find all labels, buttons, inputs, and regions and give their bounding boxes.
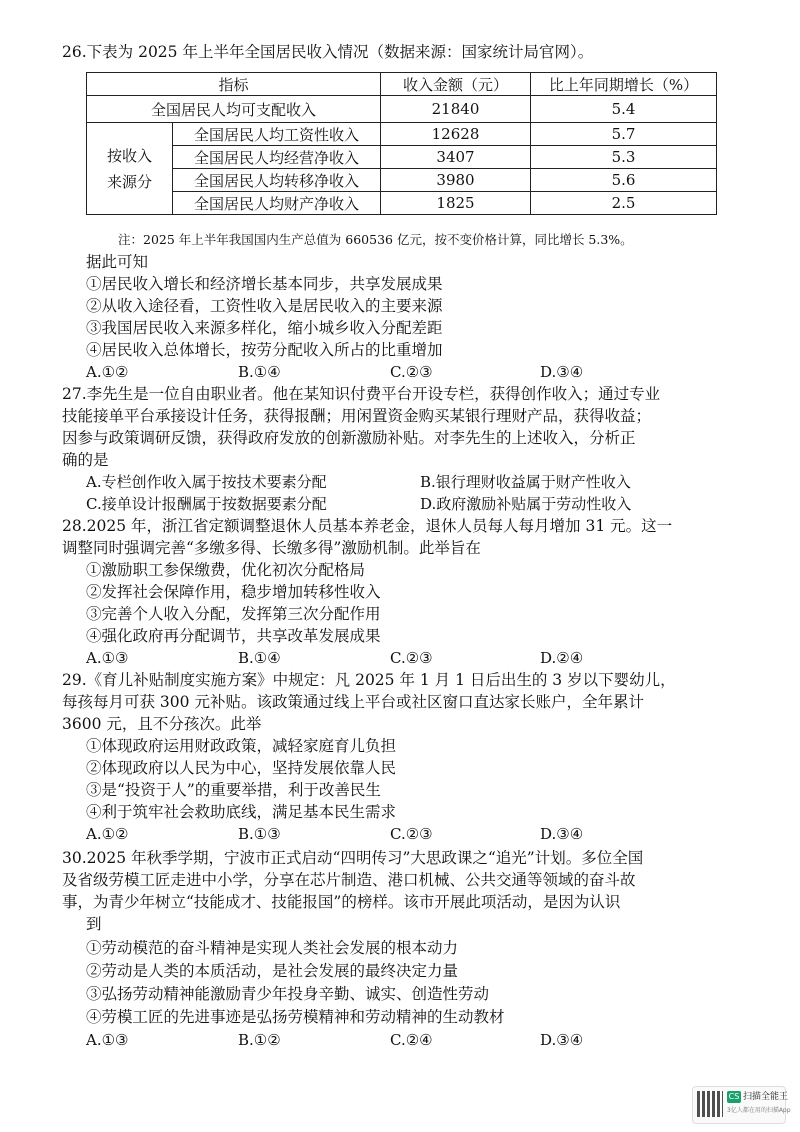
group-label-line2: 来源分 xyxy=(106,172,152,191)
q26-lead: 据此可知 xyxy=(86,253,149,271)
q27-stem-line-4: 确的是 xyxy=(62,451,109,469)
row-amount: 1825 xyxy=(381,192,531,215)
group-label xyxy=(87,123,173,215)
option-b[interactable]: B.银行理财收益属于财产性收入 xyxy=(420,473,631,491)
table-row xyxy=(87,169,717,192)
q28-stem-line-1: 28.2025 年，浙江省定额调整退休人员基本养老金，退休人员每人每月增加 31 元。这一 xyxy=(62,517,673,535)
total-growth: 5.4 xyxy=(531,96,717,123)
q28-stem-line-2: 调整同时强调完善“多缴多得、长缴多得”激励机制。此举旨在 xyxy=(62,539,481,557)
option-c[interactable]: C.②③ xyxy=(390,363,433,381)
table-header-row xyxy=(87,73,717,96)
option-d[interactable]: D.③④ xyxy=(540,363,584,381)
q29-stem-line-3: 3600 元，且不分孩次。此举 xyxy=(62,715,262,733)
q30-stem-line-3: 事，为青少年树立“技能成才、技能报国”的榜样。该市开展此项活动，是因为认识 xyxy=(62,893,621,911)
q29-item-3: ③是“投资于人”的重要举措，利于改善民生 xyxy=(86,781,381,799)
q26-item-2: ②从收入途径看，工资性收入是居民收入的主要来源 xyxy=(86,297,443,315)
q27-stem-line-3: 因参与政策调研反馈，获得政府发放的创新激励补贴。对李先生的上述收入，分析正 xyxy=(62,429,636,447)
income-table xyxy=(86,72,717,215)
header-indicator: 指标 xyxy=(87,73,381,96)
q30-item-2: ②劳动是人类的本质活动，是社会发展的最终决定力量 xyxy=(86,962,459,980)
q29-item-1: ①体现政府运用财政政策，减轻家庭育儿负担 xyxy=(86,737,397,755)
table-row xyxy=(87,123,717,146)
q28-item-4: ④强化政府再分配调节，共享改革发展成果 xyxy=(86,627,381,645)
group-label-line1: 按收入 xyxy=(106,146,152,165)
q30-item-1: ①劳动模范的奋斗精神是实现人类社会发展的根本动力 xyxy=(86,939,459,957)
camscanner-logo-icon: CS xyxy=(728,1092,740,1101)
row-growth: 2.5 xyxy=(531,192,717,215)
row-amount: 3407 xyxy=(381,146,531,169)
header-growth: 比上年同期增长（%） xyxy=(531,73,717,96)
table-note: 注：2025 年上半年我国国内生产总值为 660536 亿元，按不变价格计算，同比增长 5.3%。 xyxy=(118,232,633,247)
option-a[interactable]: A.专栏创作收入属于按技术要素分配 xyxy=(86,473,327,491)
q26-item-4: ④居民收入总体增长，按劳分配收入所占的比重增加 xyxy=(86,341,443,359)
scanner-watermark xyxy=(692,1086,791,1124)
row-amount: 12628 xyxy=(381,123,531,146)
watermark-brand: 扫描全能王 xyxy=(743,1092,789,1102)
q29-item-2: ②体现政府以人民为中心，坚持发展依靠人民 xyxy=(86,759,397,777)
q28-item-1: ①激励职工参保缴费，优化初次分配格局 xyxy=(86,561,366,579)
q26-stem: 26.下表为 2025 年上半年全国居民收入情况（数据来源：国家统计局官网）。 xyxy=(62,43,594,61)
option-b[interactable]: B.①④ xyxy=(238,363,281,381)
q26-item-3: ③我国居民收入来源多样化，缩小城乡收入分配差距 xyxy=(86,319,443,337)
option-b[interactable]: B.①③ xyxy=(238,825,281,843)
row-label: 全国居民人均财产净收入 xyxy=(173,192,381,215)
option-c[interactable]: C.②④ xyxy=(390,1031,433,1049)
option-d[interactable]: D.②④ xyxy=(540,649,584,667)
qr-code-icon xyxy=(697,1091,723,1117)
q29-item-4: ④利于筑牢社会救助底线，满足基本民生需求 xyxy=(86,803,397,821)
row-growth: 5.7 xyxy=(531,123,717,146)
total-label: 全国居民人均可支配收入 xyxy=(87,96,381,123)
row-label: 全国居民人均工资性收入 xyxy=(173,123,381,146)
total-amount: 21840 xyxy=(381,96,531,123)
option-d[interactable]: D.③④ xyxy=(540,825,584,843)
option-a[interactable]: A.①② xyxy=(86,363,129,381)
table-row xyxy=(87,96,717,123)
option-c[interactable]: C.②③ xyxy=(390,649,433,667)
q27-stem-line-2: 技能接单平台承接设计任务，获得报酬；用闲置资金购买某银行理财产品，获得收益； xyxy=(62,407,652,425)
row-amount: 3980 xyxy=(381,169,531,192)
row-growth: 5.6 xyxy=(531,169,717,192)
option-a[interactable]: A.①③ xyxy=(86,649,129,667)
option-a[interactable]: A.①② xyxy=(86,825,129,843)
q27-stem-line-1: 27.李先生是一位自由职业者。他在某知识付费平台开设专栏，获得创作收入；通过专业 xyxy=(62,385,661,403)
row-label: 全国居民人均转移净收入 xyxy=(173,169,381,192)
watermark-subtitle: 3亿人都在用的扫描App xyxy=(727,1107,791,1114)
q30-item-3: ③弘扬劳动精神能激励青少年投身辛勤、诚实、创造性劳动 xyxy=(86,985,490,1003)
q30-stem-line-4: 到 xyxy=(86,915,102,933)
q30-item-4: ④劳模工匠的先进事迹是弘扬劳模精神和劳动精神的生动教材 xyxy=(86,1008,505,1026)
q26-item-1: ①居民收入增长和经济增长基本同步，共享发展成果 xyxy=(86,275,443,293)
q30-stem-line-1: 30.2025 年秋季学期，宁波市正式启动“四明传习”大思政课之“追光”计划。多位全国 xyxy=(62,849,644,867)
option-c[interactable]: C.接单设计报酬属于按数据要素分配 xyxy=(86,495,327,513)
q30-stem-line-2: 及省级劳模工匠走进中小学，分享在芯片制造、港口机械、公共交通等领域的奋斗故 xyxy=(62,871,636,889)
option-b[interactable]: B.①② xyxy=(238,1031,281,1049)
row-growth: 5.3 xyxy=(531,146,717,169)
option-c[interactable]: C.②③ xyxy=(390,825,433,843)
option-d[interactable]: D.政府激励补贴属于劳动性收入 xyxy=(420,495,632,513)
option-d[interactable]: D.③④ xyxy=(540,1031,584,1049)
q29-stem-line-1: 29.《育儿补贴制度实施方案》中规定：凡 2025 年 1 月 1 日后出生的 3 岁以下婴幼儿， xyxy=(62,671,676,689)
option-b[interactable]: B.①④ xyxy=(238,649,281,667)
table-row xyxy=(87,146,717,169)
table-row xyxy=(87,192,717,215)
row-label: 全国居民人均经营净收入 xyxy=(173,146,381,169)
header-amount: 收入金额（元） xyxy=(381,73,531,96)
q29-stem-line-2: 每孩每月可获 300 元补贴。该政策通过线上平台或社区窗口直达家长账户，全年累计 xyxy=(62,693,644,711)
q28-item-3: ③完善个人收入分配，发挥第三次分配作用 xyxy=(86,605,381,623)
option-a[interactable]: A.①③ xyxy=(86,1031,129,1049)
q28-item-2: ②发挥社会保障作用，稳步增加转移性收入 xyxy=(86,583,381,601)
